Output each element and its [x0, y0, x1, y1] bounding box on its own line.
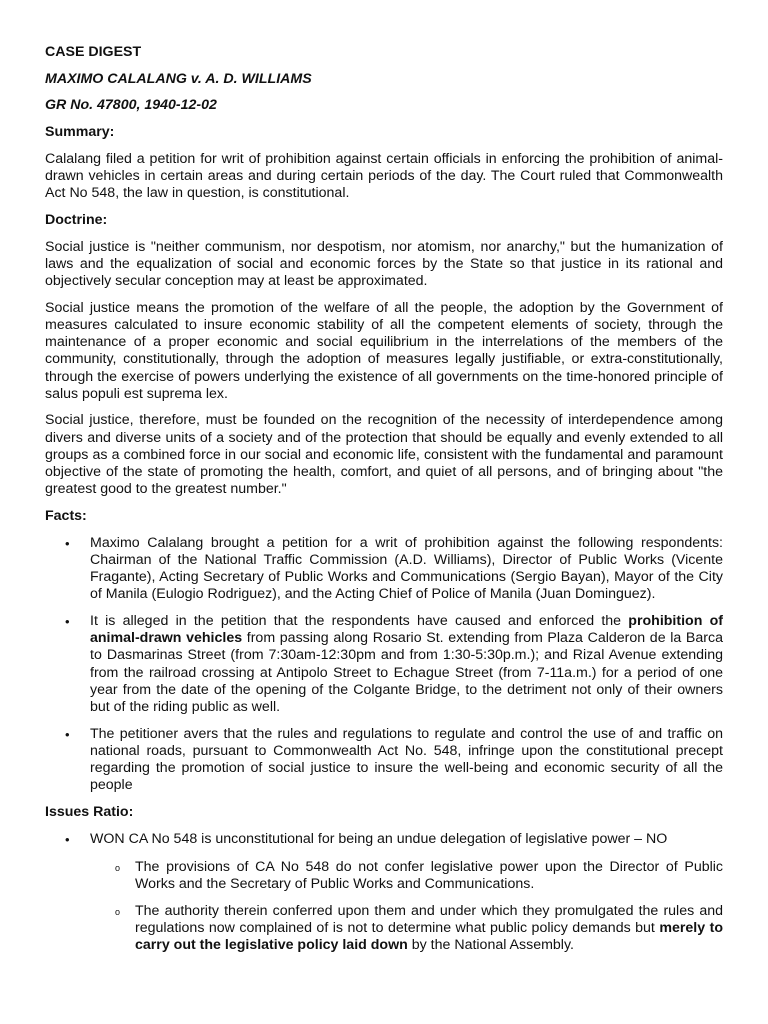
fact-emphasis: prohibition of animal-drawn vehicles	[90, 612, 723, 647]
ratio-text: The provisions of CA No 548 do not confer legislative power upon the Director of Public Works and the Secretary of Public Works and Communications.	[135, 858, 723, 893]
ratio-text: The authority therein conferred upon them and under which they promulgated the rules and regulations now complained of is not to determine what public policy demands but	[135, 902, 723, 937]
doctrine-heading: Doctrine:	[45, 211, 108, 228]
summary-text: Calalang filed a petition for writ of prohibition against certain officials in enforcing the prohibition of animal-drawn vehicles in certain areas and during certain periods of the day. The Court ruled that Commonwealth Act No 548, the law in question, is constitutional.	[45, 150, 723, 202]
list-item	[45, 726, 723, 795]
case-name: MAXIMO CALALANG v. A. D. WILLIAMS	[45, 70, 312, 87]
doctrine-paragraph: Social justice is "neither communism, nor despotism, nor atomism, nor anarchy," but the humanization of laws and the equalization of social and economic forces by the State so that justice in its rational and objectively secular conception may at least be approximated.	[45, 238, 723, 290]
issues-list	[45, 831, 723, 955]
bullet-icon: •	[65, 831, 70, 847]
facts-heading: Facts:	[45, 507, 87, 524]
issues-heading: Issues Ratio:	[45, 804, 134, 821]
list-item	[45, 613, 723, 716]
summary-heading: Summary:	[45, 124, 115, 141]
list-item	[45, 903, 723, 955]
issue-line	[45, 831, 723, 848]
facts-list	[45, 535, 723, 795]
list-item	[45, 859, 723, 893]
circle-bullet-icon: o	[115, 862, 121, 873]
fact-text: Maximo Calalang brought a petition for a writ of prohibition against the following respondents: Chairman of the National Traffic Commission (A.D. Williams), Director of Public Works (Vicente Fragante), Acting Secretary of Public Works and Communications (Sergio Bayan), Mayor of the City of Manila (Eulogio Rodriguez), and the Acting Chief of Police of Manila (Juan Dominguez).	[90, 534, 723, 603]
ratio-emphasis: merely to carry out the legislative policy laid down	[135, 920, 723, 954]
bullet-icon: •	[65, 535, 70, 551]
ratio-text: by the National Assembly.	[407, 937, 574, 954]
doctrine-paragraph: Social justice means the promotion of the welfare of all the people, the adoption by the Government of measures calculated to insure economic stability of all the competent elements of society, through the maintenance of a proper economic and social equilibrium in the interrelations of the members of the community, constitutionally, through the adoption of measures legally justifiable, or extra-constitutionally, through the exercise of powers underlying the existence of all governments on the time-honored principle of salus populi est suprema lex.	[45, 299, 723, 402]
bullet-icon: •	[65, 726, 70, 742]
gr-number: GR No. 47800, 1940-12-02	[45, 97, 217, 114]
document-title: CASE DIGEST	[45, 44, 142, 60]
list-item	[45, 535, 723, 604]
circle-bullet-icon: o	[115, 906, 121, 917]
fact-text: The petitioner avers that the rules and regulations to regulate and control the use of and traffic on national roads, pursuant to Commonwealth Act No. 548, infringe upon the constitutional precept regarding the promotion of social justice to insure the well-being and economic security of all the people	[90, 725, 723, 794]
document-page	[45, 44, 723, 964]
fact-text: from passing along Rosario St. extending from Plaza Calderon de la Barca to Dasmarinas Street (from 7:30am-12:30pm and from 1:30-5:30p.m.); and Rizal Avenue extending from the railroad crossing at Antipolo Street to Echague Street (from 7-11a.m.) for a period of one year from the date of the opening of the Colgante Bridge, to the detriment not only of their owners but of the riding public as well.	[90, 630, 723, 715]
bullet-icon: •	[65, 613, 70, 629]
ratio-list	[45, 859, 723, 955]
doctrine-paragraph: Social justice, therefore, must be founded on the recognition of the necessity of interdependence among divers and diverse units of a society and of the protection that should be equally and evenly extended to all groups as a combined force in our social and economic life, consistent with the fundamental and paramount objective of the state of promoting the health, comfort, and quiet of all persons, and of bringing about "the greatest good to the greatest number."	[45, 412, 723, 498]
issue-text: WON CA No 548 is unconstitutional for being an undue delegation of legislative power – NO	[90, 830, 668, 847]
list-item	[45, 831, 723, 955]
fact-text: It is alleged in the petition that the respondents have caused and enforced the	[90, 612, 629, 629]
